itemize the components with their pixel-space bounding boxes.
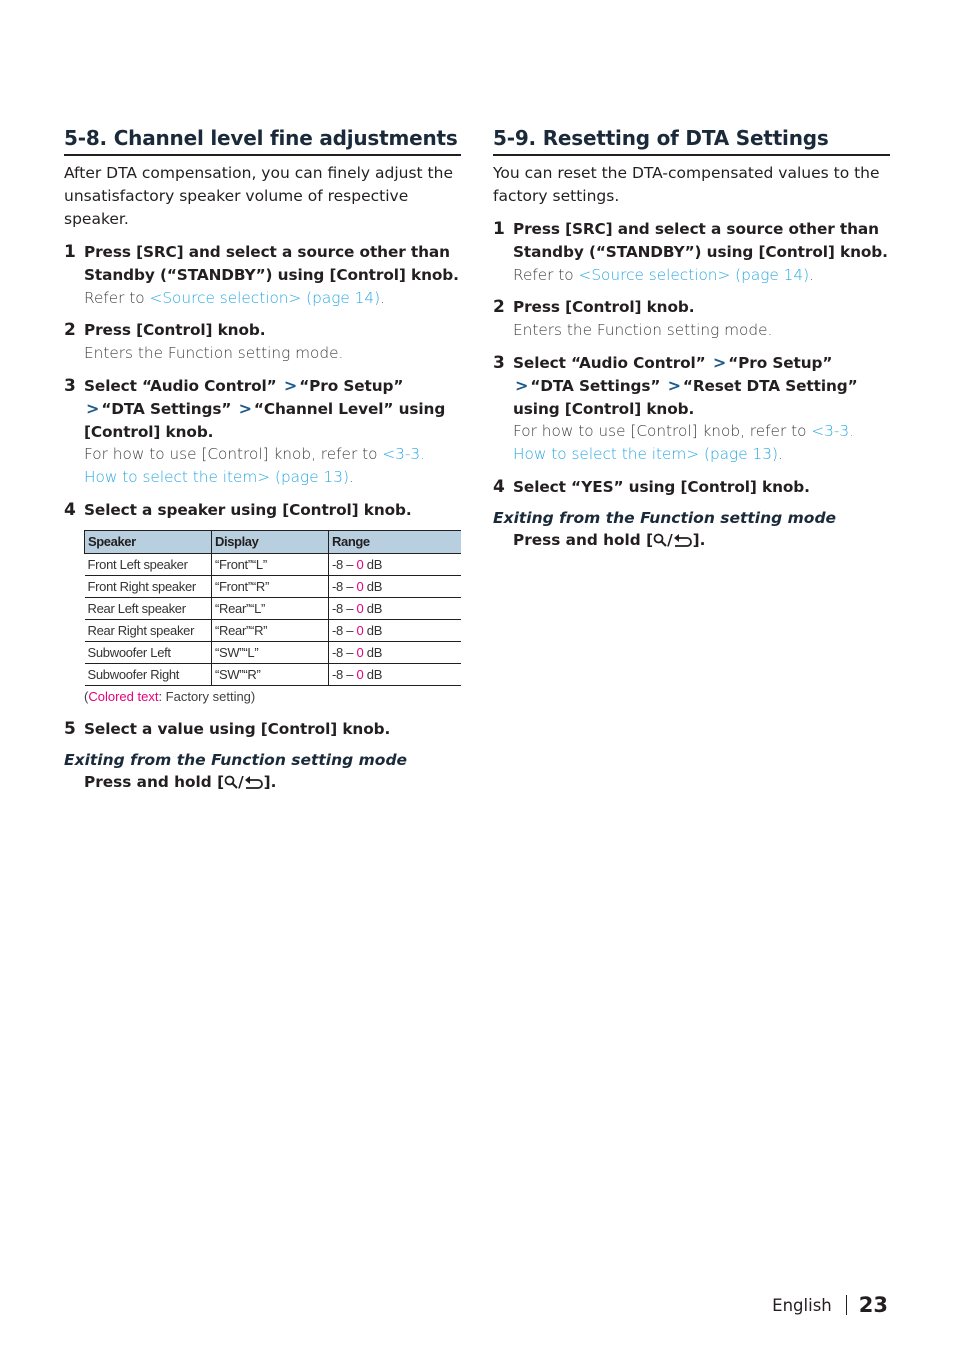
range-unit: dB bbox=[363, 666, 383, 682]
step-number: 2 bbox=[493, 297, 505, 318]
step-5 bbox=[64, 718, 461, 741]
column-header-range: Range bbox=[329, 530, 462, 553]
menu-path-item: “Channel Level” using [Control] knob. bbox=[84, 399, 446, 441]
menu-path-item: “DTA Settings” bbox=[530, 376, 661, 395]
menu-path-item: “DTA Settings” bbox=[101, 399, 232, 418]
chevron-right-icon: > bbox=[86, 398, 100, 418]
menu-path-item: Select “Audio Control” bbox=[84, 376, 277, 395]
step-2 bbox=[64, 319, 461, 365]
desc-text: . bbox=[809, 265, 814, 284]
step-2 bbox=[493, 296, 890, 342]
range-min: -8 – bbox=[332, 600, 357, 616]
range-default: 0 bbox=[356, 622, 364, 638]
step-3 bbox=[64, 375, 461, 489]
section-heading: 5-8. Channel level fine adjustments bbox=[64, 126, 461, 156]
step-number: 4 bbox=[493, 476, 505, 497]
step-title bbox=[513, 352, 890, 420]
step-number: 1 bbox=[493, 219, 505, 239]
column-header-display: Display bbox=[212, 530, 329, 553]
table-row bbox=[85, 575, 462, 597]
table-row bbox=[85, 619, 462, 641]
exit-text: Press and hold [ bbox=[84, 772, 225, 791]
chevron-right-icon: > bbox=[515, 375, 529, 395]
range-cell bbox=[329, 575, 462, 597]
menu-path-item: Select “Audio Control” bbox=[513, 353, 706, 372]
step-title: Select “YES” using [Control] knob. bbox=[513, 477, 810, 496]
note-colored-text: Colored text bbox=[88, 688, 159, 704]
display-cell: “Rear”“R” bbox=[212, 619, 329, 641]
page-number: 23 bbox=[858, 1293, 888, 1317]
step-4 bbox=[493, 476, 890, 499]
table-row bbox=[85, 553, 462, 575]
menu-path-item: “Pro Setup” bbox=[728, 353, 833, 372]
range-unit: dB bbox=[363, 600, 383, 616]
exit-heading: Exiting from the Function setting mode bbox=[64, 750, 408, 769]
step-description bbox=[84, 287, 461, 310]
speaker-cell: Rear Left speaker bbox=[85, 597, 212, 619]
range-unit: dB bbox=[363, 644, 383, 660]
chevron-right-icon: > bbox=[712, 352, 727, 372]
note-text: ( bbox=[84, 688, 89, 704]
range-min: -8 – bbox=[332, 556, 357, 572]
desc-text: For how to use [Control] knob, refer to bbox=[513, 422, 812, 441]
range-default: 0 bbox=[356, 556, 364, 572]
range-min: -8 – bbox=[332, 622, 357, 638]
desc-text: Refer to bbox=[513, 265, 579, 284]
desc-text: . bbox=[380, 288, 385, 307]
exit-text: ]. bbox=[263, 772, 277, 791]
range-unit: dB bbox=[363, 578, 383, 594]
menu-path-item: “Pro Setup” bbox=[299, 376, 404, 395]
search-icon bbox=[653, 531, 667, 554]
step-title: Press [Control] knob. bbox=[84, 321, 266, 340]
chevron-right-icon: > bbox=[283, 375, 298, 395]
desc-text: . bbox=[777, 445, 783, 464]
desc-text: For how to use [Control] knob, refer to bbox=[84, 445, 383, 464]
chevron-right-icon: > bbox=[667, 375, 681, 395]
step-title: Select a value using [Control] knob. bbox=[84, 719, 391, 738]
speaker-table bbox=[84, 530, 461, 686]
exit-description: Press and hold [ / ]. bbox=[493, 529, 890, 554]
step-number: 3 bbox=[493, 352, 505, 373]
step-number: 5 bbox=[64, 718, 76, 739]
range-cell bbox=[329, 663, 462, 685]
step-1 bbox=[493, 218, 890, 286]
display-cell: “Front”“R” bbox=[212, 575, 329, 597]
step-4 bbox=[64, 499, 461, 522]
right-column bbox=[493, 126, 890, 554]
speaker-cell: Front Left speaker bbox=[85, 553, 212, 575]
step-3 bbox=[493, 352, 890, 466]
range-min: -8 – bbox=[332, 666, 357, 682]
speaker-cell: Front Right speaker bbox=[85, 575, 212, 597]
source-selection-link[interactable]: <Source selection> (page 14) bbox=[578, 265, 810, 284]
footer-divider bbox=[846, 1295, 847, 1315]
display-cell: “SW”“R” bbox=[212, 663, 329, 685]
column-header-speaker: Speaker bbox=[85, 530, 212, 553]
step-title: Press [SRC] and select a source other than Standby (“STANDBY”) using [Control] knob. bbox=[513, 220, 888, 261]
step-description: Enters the Function setting mode. bbox=[513, 321, 773, 340]
step-description: Enters the Function setting mode. bbox=[84, 344, 344, 363]
range-unit: dB bbox=[363, 622, 383, 638]
source-selection-link[interactable]: <Source selection> (page 14) bbox=[149, 288, 381, 307]
exit-text: ]. bbox=[692, 530, 706, 549]
section-intro: After DTA compensation, you can finely adjust the unsatisfactory speaker volume of respective speaker. bbox=[64, 164, 453, 228]
display-cell: “SW”“L” bbox=[212, 641, 329, 663]
page-footer bbox=[772, 1293, 888, 1317]
range-default: 0 bbox=[356, 578, 364, 594]
step-title: Press [Control] knob. bbox=[513, 298, 695, 317]
table-note bbox=[84, 689, 461, 704]
step-title: Select a speaker using [Control] knob. bbox=[84, 500, 412, 519]
range-cell bbox=[329, 619, 462, 641]
step-description bbox=[84, 443, 461, 489]
exit-heading: Exiting from the Function setting mode bbox=[493, 508, 837, 527]
table-header-row bbox=[85, 530, 462, 553]
range-min: -8 – bbox=[332, 644, 357, 660]
section-intro: You can reset the DTA-compensated values to the factory settings. bbox=[493, 164, 880, 205]
table-row bbox=[85, 663, 462, 685]
speaker-cell: Subwoofer Left bbox=[85, 641, 212, 663]
display-cell: “Front”“L” bbox=[212, 553, 329, 575]
step-number: 1 bbox=[64, 242, 76, 262]
language-label: English bbox=[772, 1296, 832, 1315]
table-row bbox=[85, 641, 462, 663]
range-default: 0 bbox=[356, 666, 364, 682]
menu-path-item: “Reset DTA Setting” using [Control] knob. bbox=[513, 376, 858, 418]
range-min: -8 – bbox=[332, 578, 357, 594]
step-number: 2 bbox=[64, 320, 76, 341]
step-title bbox=[84, 375, 461, 443]
step-description bbox=[513, 420, 890, 466]
table-row bbox=[85, 597, 462, 619]
search-icon bbox=[224, 773, 238, 796]
step-1 bbox=[64, 241, 461, 309]
exit-text: Press and hold [ bbox=[513, 530, 654, 549]
step-number: 4 bbox=[64, 499, 76, 520]
section-heading: 5-9. Resetting of DTA Settings bbox=[493, 126, 890, 156]
back-icon bbox=[673, 531, 693, 554]
range-default: 0 bbox=[356, 644, 364, 660]
note-text: : Factory setting) bbox=[158, 688, 256, 704]
how-to-select-link[interactable]: <3-3. How to select the item> (page 13) bbox=[513, 422, 854, 464]
speaker-cell: Rear Right speaker bbox=[85, 619, 212, 641]
range-unit: dB bbox=[363, 556, 383, 572]
range-default: 0 bbox=[356, 600, 364, 616]
how-to-select-link[interactable]: <3-3. How to select the item> (page 13) bbox=[84, 445, 425, 487]
exit-description: Press and hold [ / ]. bbox=[64, 771, 461, 796]
range-cell bbox=[329, 641, 462, 663]
speaker-cell: Subwoofer Right bbox=[85, 663, 212, 685]
step-number: 3 bbox=[64, 375, 76, 396]
desc-text: . bbox=[348, 468, 354, 487]
left-column bbox=[64, 126, 461, 795]
desc-text: Refer to bbox=[84, 288, 150, 307]
step-title: Press [SRC] and select a source other than Standby (“STANDBY”) using [Control] knob. bbox=[84, 243, 459, 284]
display-cell: “Rear”“L” bbox=[212, 597, 329, 619]
step-description bbox=[513, 264, 890, 287]
back-icon bbox=[244, 773, 264, 796]
chevron-right-icon: > bbox=[238, 398, 252, 418]
range-cell bbox=[329, 553, 462, 575]
range-cell bbox=[329, 597, 462, 619]
